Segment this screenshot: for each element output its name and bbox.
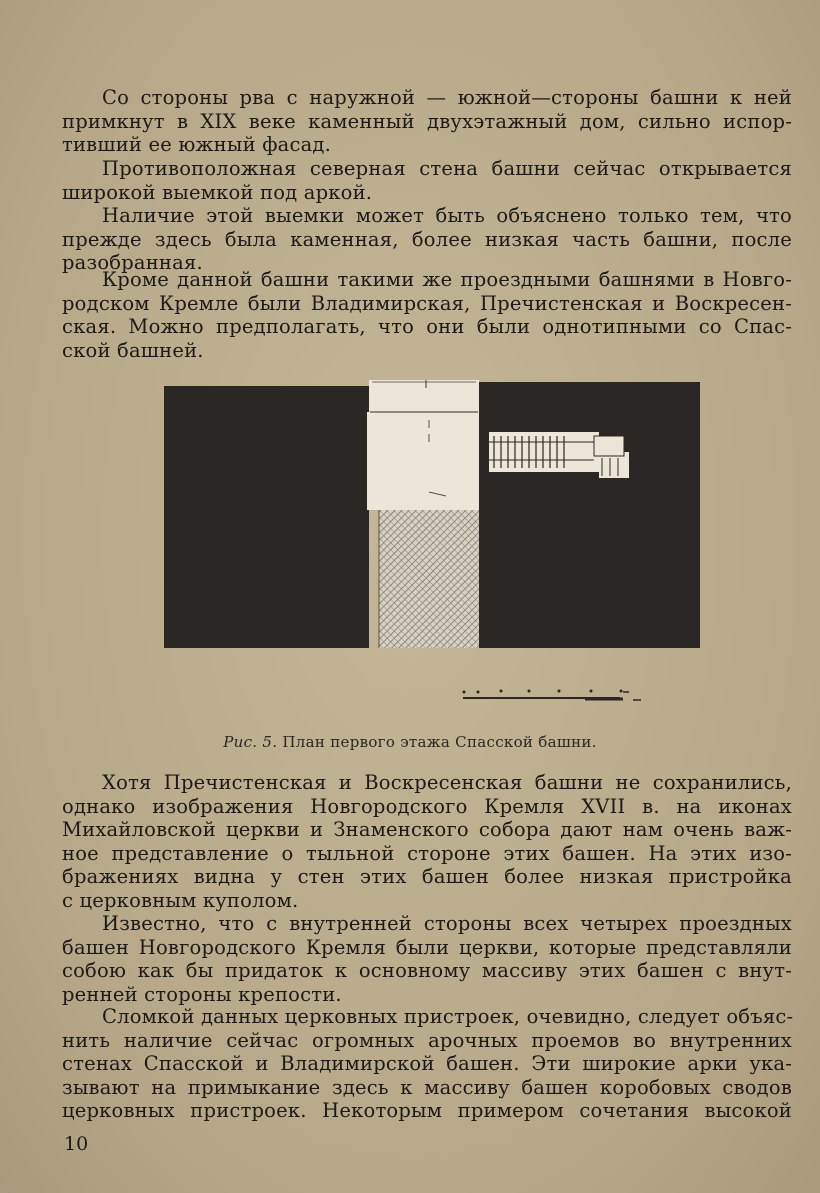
text-line: родском Кремле были Владимирская, Пречистенская и Воскресен-	[62, 291, 792, 315]
floor-plan-figure	[164, 380, 700, 648]
text-line: тивший ее южный фасад.	[62, 133, 332, 156]
text-line: разобранная.	[62, 251, 203, 274]
text-line: собою как бы придаток к основному массиву этих башен с внут-	[62, 959, 792, 982]
text-line: Противоположная северная стена башни сейчас открывается	[102, 157, 792, 180]
text-line: бражениях видна у стен этих башен более низкая пристройка	[62, 865, 792, 888]
text-line: Наличие этой выемки может быть объяснено только тем, что	[102, 204, 792, 227]
text-line: Сломкой данных церковных пристроек, очевидно, следует объяс-	[102, 1005, 794, 1028]
text-line: Известно, что с внутренней стороны всех четырех проездных	[102, 912, 792, 935]
text-line: стенах Спасской и Владимирской башен. Эти широкие арки ука-	[62, 1052, 792, 1075]
text-line: Кроме данной башни такими же проездными башнями в Новго-	[102, 268, 792, 291]
text-line: башен Новгородского Кремля были церкви, которые представляли	[62, 935, 792, 959]
scale-bar	[455, 680, 645, 710]
text-line: ное представление о тыльной стороне этих башен. На этих изо-	[62, 841, 792, 865]
text-line: ской башней.	[62, 338, 204, 362]
text-line: ренней стороны крепости.	[62, 982, 342, 1006]
figure-caption-text: План первого этажа Спасской башни.	[282, 733, 597, 751]
text-line: примкнут в XIX веке каменный двухэтажный дом, сильно испор-	[62, 109, 792, 133]
paragraph-4	[62, 268, 792, 362]
text-line: Михайловской церкви и Знаменского собора дают нам очень важ-	[62, 818, 792, 841]
text-line: нить наличие сейчас огромных арочных проемов во внутренних	[62, 1028, 792, 1052]
text-line: прежде здесь была каменная, более низкая часть башни, после	[62, 227, 792, 251]
paragraph-3	[62, 204, 792, 275]
floor-plan-drawing	[164, 380, 700, 648]
paragraph-5	[62, 771, 792, 912]
text-line: Хотя Пречистенская и Воскресенская башни не сохранились,	[102, 771, 792, 794]
text-line: зывают на примыкание здесь к массиву башен коробовых сводов	[62, 1075, 792, 1099]
paragraph-7	[62, 1005, 792, 1123]
figure-number: Рис. 5.	[223, 733, 278, 751]
page-number: 10	[64, 1133, 89, 1155]
text-line: церковных пристроек. Некоторым примером сочетания высокой	[62, 1099, 792, 1122]
text-line: с церковным куполом.	[62, 888, 299, 912]
paragraph-2	[62, 157, 792, 204]
figure-caption	[0, 733, 820, 751]
text-line: однако изображения Новгородского Кремля XVII в. на иконах	[62, 794, 792, 818]
paragraph-6	[62, 912, 792, 1006]
text-line: ская. Можно предполагать, что они были однотипными со Спас-	[62, 315, 792, 338]
text-line: широкой выемкой под аркой.	[62, 180, 373, 204]
paragraph-1	[62, 86, 792, 157]
text-line: Со стороны рва с наружной — южной—стороны башни к ней	[102, 86, 792, 109]
